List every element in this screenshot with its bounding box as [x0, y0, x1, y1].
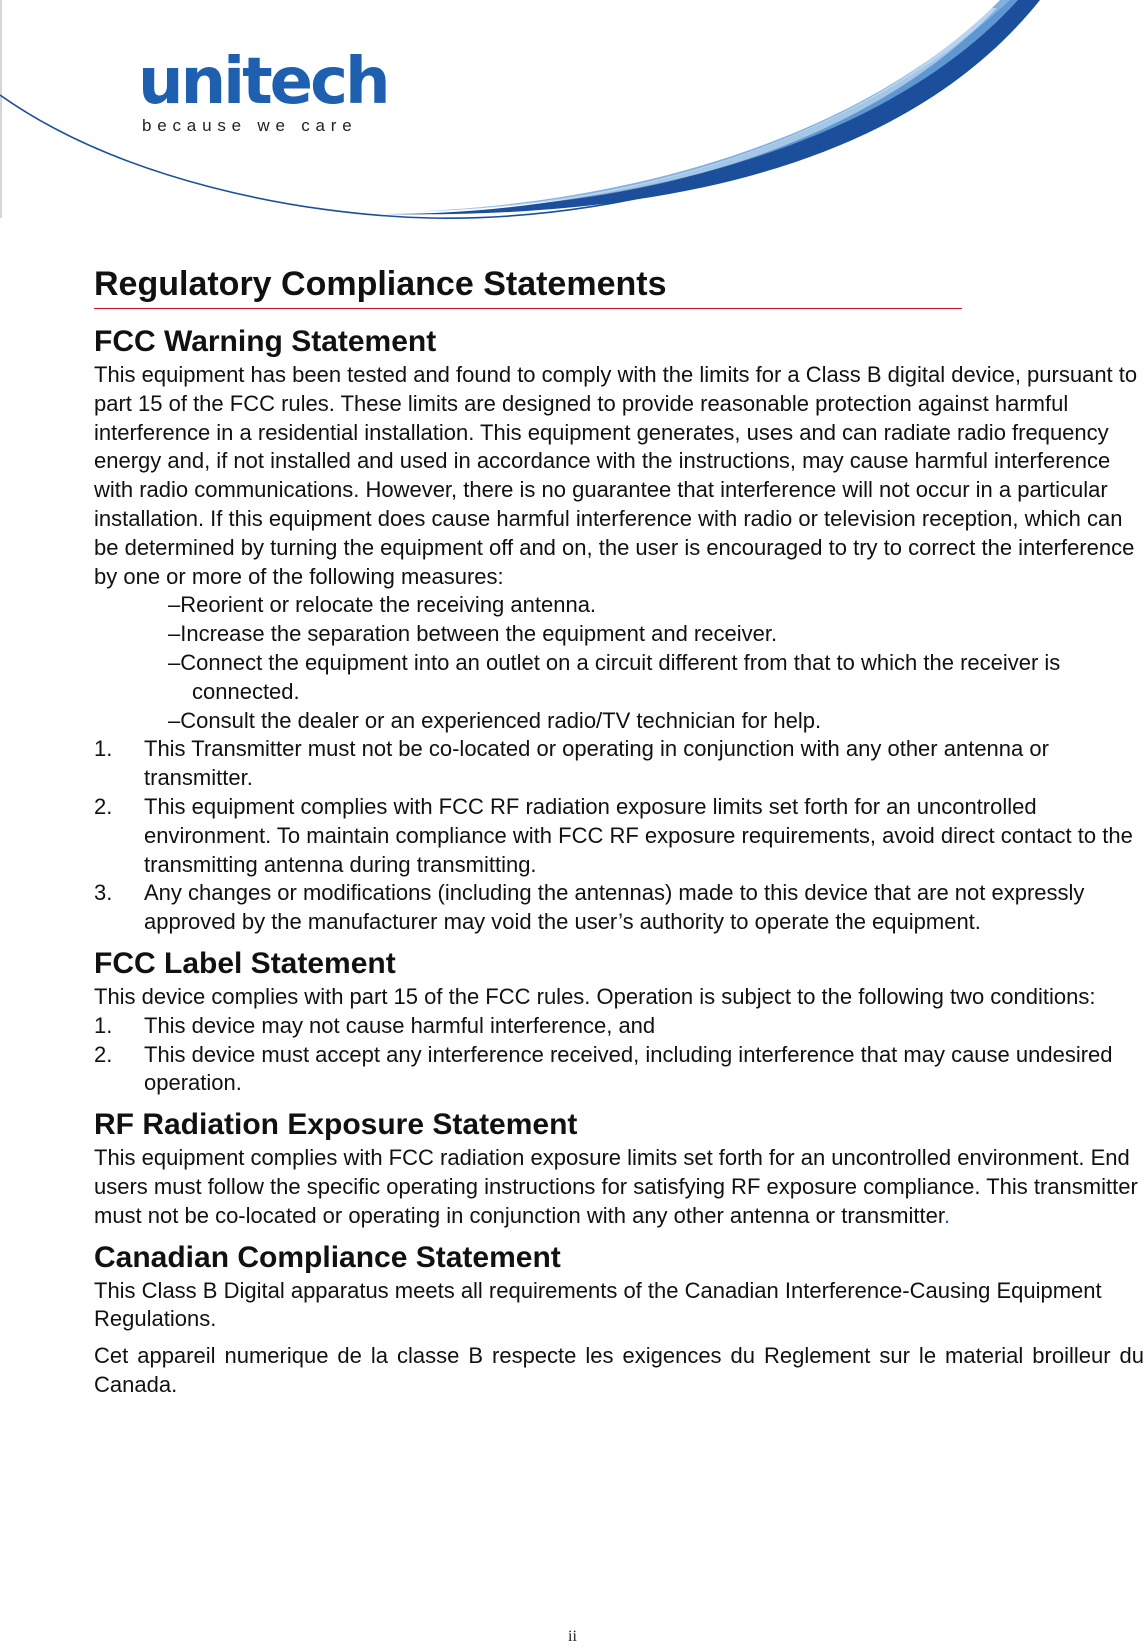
list-item: [94, 793, 1144, 879]
measure-item: –Consult the dealer or an experienced radio/TV technician for help.: [168, 707, 822, 733]
measure-item: –Increase the separation between the equipment and receiver.: [168, 621, 778, 647]
list-item: [94, 1012, 1144, 1041]
fcc-label-section: [94, 945, 1144, 1098]
rf-radiation-text: This equipment complies with FCC radiation exposure limits set forth for an uncontrolled environment. End users must follow the specific operating instructions for satisfying RF exposure compliance. This transmitter must not be co-located or operating in conjunction with any other antenna or transmitter: [94, 1145, 1138, 1228]
rf-radiation-body: [94, 1144, 1144, 1230]
list-number: 1.: [94, 1012, 113, 1038]
list-text: This device must accept any interference received, including interference that may cause undesired operation.: [144, 1041, 1113, 1096]
unitech-logo: [138, 45, 388, 136]
rf-radiation-heading: RF Radiation Exposure Statement: [94, 1108, 578, 1142]
rf-radiation-section: [94, 1106, 1144, 1230]
list-text: This device may not cause harmful interference, and: [144, 1012, 656, 1038]
page-number: ii: [568, 1628, 577, 1645]
canadian-section: [94, 1239, 1144, 1400]
measure-item: –Reorient or relocate the receiving antenna.: [168, 592, 597, 618]
document-body: [94, 262, 1144, 1400]
list-text: This equipment complies with FCC RF radiation exposure limits set forth for an uncontrolled environment. To maintain compliance with FCC RF exposure requirements, avoid direct contact to the transmitting antenna during transmitting.: [144, 793, 1133, 877]
fcc-label-heading: FCC Label Statement: [94, 946, 396, 980]
list-item: [94, 879, 1144, 937]
fcc-warning-body: This equipment has been tested and found to comply with the limits for a Class B digital device, pursuant to part 15 of the FCC rules. These limits are designed to provide reasonable protection against harmful interference in a residential installation. This equipment generates, uses and can radiate radio frequency energy and, if not installed and used in accordance with the instructions, may cause harmful interference with radio communications. However, there is no guarantee that interference will not occur in a particular installation. If this equipment does cause harmful interference with radio or television reception, which can be determined by turning the equipment off and on, the user is encouraged to try to correct the interference by one or more of the following measures:: [94, 362, 1138, 589]
list-text: This Transmitter must not be co-located or operating in conjunction with any other antenna or transmitter.: [144, 736, 1049, 791]
page-title: Regulatory Compliance Statements: [94, 262, 962, 309]
canadian-heading: Canadian Compliance Statement: [94, 1240, 561, 1274]
measure-item: –Connect the equipment into an outlet on a circuit different from that to which the receiver is connected.: [168, 649, 1061, 704]
logo-wordmark: unitech: [138, 45, 388, 119]
list-number: 2.: [94, 793, 113, 819]
fcc-label-body: This device complies with part 15 of the FCC rules. Operation is subject to the following two conditions:: [94, 983, 1096, 1009]
logo-tagline: because we care: [142, 116, 358, 135]
measures-list: [94, 591, 1144, 735]
fcc-warning-numbered-list: [94, 735, 1144, 937]
canadian-body-en: This Class B Digital apparatus meets all requirements of the Canadian Interference-Causing Equipment Regulations.: [94, 1277, 1102, 1332]
canadian-body-fr: Cet appareil numerique de la classe B respecte les exigences du Reglement sur le material broilleur du Canada.: [94, 1343, 1144, 1397]
fcc-label-numbered-list: [94, 1012, 1144, 1098]
list-number: 3.: [94, 880, 113, 906]
list-text: Any changes or modifications (including the antennas) made to this device that are not expressly approved by the manufacturer may void the user’s authority to operate the equipment.: [144, 880, 1085, 935]
list-item: [94, 1041, 1144, 1099]
rf-radiation-period: .: [943, 1202, 951, 1228]
list-number: 1.: [94, 736, 113, 762]
list-item: [94, 735, 1144, 793]
fcc-warning-heading: FCC Warning Statement: [94, 325, 437, 358]
fcc-warning-section: [94, 323, 1144, 937]
list-number: 2.: [94, 1041, 113, 1067]
